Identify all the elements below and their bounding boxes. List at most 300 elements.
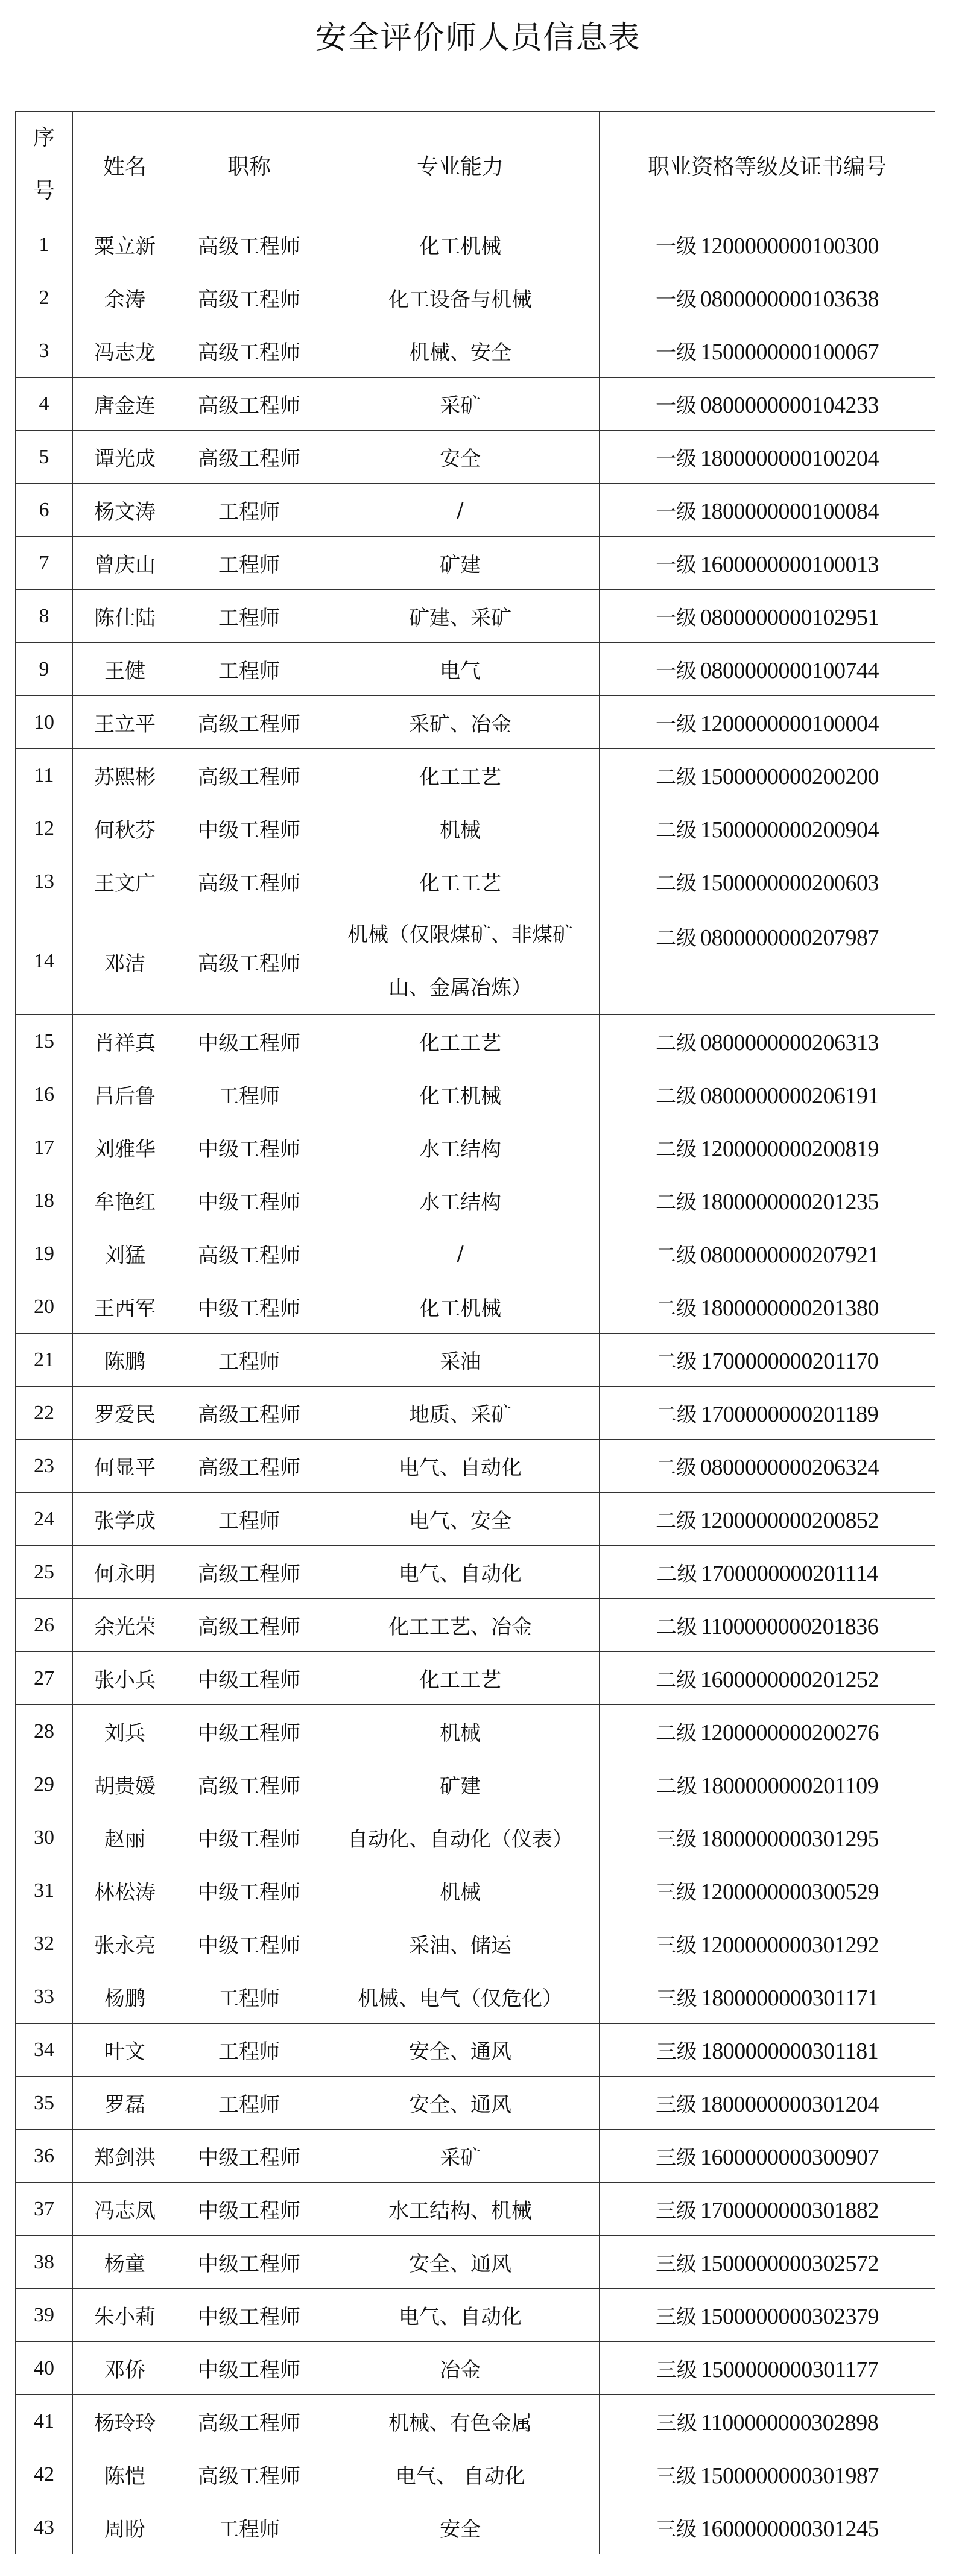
cell-seq: 15 — [16, 1015, 73, 1068]
table-row — [16, 2236, 935, 2289]
cell-title: 工程师 — [177, 1068, 321, 1121]
cell-title: 高级工程师 — [177, 378, 321, 431]
cell-cert — [600, 1280, 935, 1334]
cert-level: 二级 — [656, 1668, 697, 1692]
cert-level: 二级 — [656, 926, 697, 951]
table-row — [16, 1334, 935, 1387]
cell-specialty: 化工工艺 — [321, 1652, 600, 1705]
cert-number: 1500000000200904 — [700, 817, 879, 843]
cert-level: 三级 — [656, 2517, 697, 2542]
cert-number: 1600000000201252 — [700, 1667, 879, 1692]
cell-cert — [600, 2183, 935, 2236]
cell-name: 何永明 — [73, 1546, 177, 1599]
cert-level: 一级 — [656, 288, 697, 312]
cell-title: 中级工程师 — [177, 2342, 321, 2395]
cell-title: 工程师 — [177, 2024, 321, 2077]
cell-cert — [600, 1811, 935, 1864]
cert-number: 0800000000103638 — [700, 286, 879, 312]
cell-title: 中级工程师 — [177, 1864, 321, 1917]
cell-cert — [600, 1121, 935, 1174]
cert-number: 1600000000300907 — [700, 2145, 879, 2170]
table-row — [16, 2024, 935, 2077]
cell-cert — [600, 537, 935, 590]
cert-level: 一级 — [656, 447, 697, 471]
cell-specialty: 机械 — [321, 1864, 600, 1917]
cell-cert — [600, 2395, 935, 2448]
cell-cert — [600, 218, 935, 271]
cert-number: 1700000000201170 — [700, 1349, 879, 1374]
cert-level: 二级 — [656, 1721, 697, 1745]
cert-number: 1200000000200819 — [700, 1136, 879, 1162]
cell-seq: 2 — [16, 271, 73, 324]
cell-seq: 11 — [16, 749, 73, 802]
cell-seq: 4 — [16, 378, 73, 431]
table-row — [16, 1387, 935, 1440]
cert-level: 二级 — [656, 818, 697, 843]
table-row — [16, 1599, 935, 1652]
cell-seq: 42 — [16, 2448, 73, 2501]
cell-title: 中级工程师 — [177, 2183, 321, 2236]
cell-name: 罗爱民 — [73, 1387, 177, 1440]
cell-specialty: 机械、电气（仅危化） — [321, 1970, 600, 2024]
cell-specialty: 地质、采矿 — [321, 1387, 600, 1440]
cell-seq: 32 — [16, 1917, 73, 1970]
cell-cert — [600, 749, 935, 802]
cert-number: 1800000000301171 — [700, 1986, 879, 2011]
cell-name: 赵丽 — [73, 1811, 177, 1864]
cell-seq: 28 — [16, 1705, 73, 1758]
cell-cert — [600, 2236, 935, 2289]
cell-name: 刘猛 — [73, 1227, 177, 1280]
cert-number: 1500000000100067 — [700, 340, 879, 365]
table-header — [16, 112, 935, 218]
cell-cert — [600, 1493, 935, 1546]
cell-seq: 37 — [16, 2183, 73, 2236]
cell-specialty: 电气、自动化 — [321, 2289, 600, 2342]
cell-specialty: 采矿 — [321, 2130, 600, 2183]
cell-cert — [600, 2024, 935, 2077]
table-row — [16, 1493, 935, 1546]
cert-level: 三级 — [656, 2199, 697, 2223]
cell-name: 杨玲玲 — [73, 2395, 177, 2448]
cell-seq: 3 — [16, 324, 73, 378]
cell-name: 王健 — [73, 643, 177, 696]
header-seq-line2: 号 — [33, 179, 55, 203]
cell-title: 工程师 — [177, 2077, 321, 2130]
cert-number: 1200000000200852 — [700, 1508, 879, 1533]
cell-cert — [600, 1546, 935, 1599]
cert-number: 1600000000100013 — [700, 552, 879, 577]
cert-number: 1700000000301882 — [700, 2198, 879, 2223]
cert-number: 0800000000102951 — [700, 605, 879, 630]
cell-seq: 13 — [16, 855, 73, 908]
cell-specialty: 机械、有色金属 — [321, 2395, 600, 2448]
cell-name: 张小兵 — [73, 1652, 177, 1705]
header-row — [16, 112, 935, 218]
cell-seq: 26 — [16, 1599, 73, 1652]
cell-name: 王文广 — [73, 855, 177, 908]
cell-specialty: 化工工艺 — [321, 855, 600, 908]
cell-name: 余光荣 — [73, 1599, 177, 1652]
cell-title: 中级工程师 — [177, 1652, 321, 1705]
cell-cert — [600, 1705, 935, 1758]
cell-seq: 43 — [16, 2501, 73, 2554]
cell-title: 中级工程师 — [177, 1174, 321, 1227]
table-row — [16, 271, 935, 324]
table-row — [16, 908, 935, 1015]
cert-level: 二级 — [656, 1615, 697, 1639]
cell-title: 中级工程师 — [177, 1121, 321, 1174]
cell-name: 吕后鲁 — [73, 1068, 177, 1121]
cert-level: 二级 — [656, 1084, 697, 1109]
cell-specialty: 安全 — [321, 431, 600, 484]
cell-specialty: 矿建、采矿 — [321, 590, 600, 643]
table-row — [16, 696, 935, 749]
cell-seq: 6 — [16, 484, 73, 537]
table-row — [16, 2448, 935, 2501]
cell-seq: 39 — [16, 2289, 73, 2342]
table-row — [16, 1864, 935, 1917]
cert-level: 三级 — [656, 2093, 697, 2117]
cert-number: 1500000000302379 — [700, 2304, 879, 2329]
cert-level: 二级 — [656, 1297, 697, 1321]
cell-seq: 19 — [16, 1227, 73, 1280]
cell-specialty: 安全、通风 — [321, 2236, 600, 2289]
cell-title: 高级工程师 — [177, 908, 321, 1015]
cert-number: 1600000000301245 — [700, 2516, 879, 2542]
cell-name: 余涛 — [73, 271, 177, 324]
cell-cert — [600, 1652, 935, 1705]
cell-seq: 29 — [16, 1758, 73, 1811]
table-row — [16, 2395, 935, 2448]
cell-name: 陈恺 — [73, 2448, 177, 2501]
cert-number: 1500000000200603 — [700, 870, 879, 896]
cell-seq: 16 — [16, 1068, 73, 1121]
cert-level: 三级 — [656, 2252, 697, 2276]
cell-seq: 18 — [16, 1174, 73, 1227]
cell-seq: 33 — [16, 1970, 73, 2024]
cert-level: 一级 — [656, 712, 697, 736]
cell-title: 中级工程师 — [177, 2289, 321, 2342]
personnel-info-table — [15, 111, 935, 2554]
cell-name: 杨文涛 — [73, 484, 177, 537]
cell-name: 谭光成 — [73, 431, 177, 484]
cert-number: 1800000000100084 — [700, 499, 879, 524]
cell-seq: 5 — [16, 431, 73, 484]
cell-title: 高级工程师 — [177, 749, 321, 802]
header-cert: 职业资格等级及证书编号 — [600, 112, 935, 218]
cell-name: 林松涛 — [73, 1864, 177, 1917]
cert-number: 0800000000207987 — [700, 925, 879, 951]
header-specialty: 专业能力 — [321, 112, 600, 218]
cert-number: 1500000000301177 — [700, 2357, 879, 2382]
cell-title: 中级工程师 — [177, 802, 321, 855]
cell-title: 高级工程师 — [177, 431, 321, 484]
cell-cert — [600, 1440, 935, 1493]
table-row — [16, 2183, 935, 2236]
cell-seq: 31 — [16, 1864, 73, 1917]
cell-name: 杨鹏 — [73, 1970, 177, 2024]
cell-title: 高级工程师 — [177, 218, 321, 271]
table-row — [16, 590, 935, 643]
cert-level: 二级 — [656, 1774, 697, 1799]
cell-specialty: / — [321, 484, 600, 537]
cell-specialty: 水工结构 — [321, 1174, 600, 1227]
cell-cert — [600, 1387, 935, 1440]
cell-seq: 35 — [16, 2077, 73, 2130]
cell-name: 曾庆山 — [73, 537, 177, 590]
cert-level: 三级 — [656, 2146, 697, 2170]
cell-seq: 8 — [16, 590, 73, 643]
cert-number: 1700000000201114 — [701, 1561, 878, 1586]
cell-name: 杨童 — [73, 2236, 177, 2289]
cell-specialty: 电气、自动化 — [321, 1546, 600, 1599]
cert-level: 三级 — [656, 1828, 697, 1852]
cell-title: 工程师 — [177, 643, 321, 696]
cell-name: 冯志龙 — [73, 324, 177, 378]
cell-cert — [600, 1917, 935, 1970]
cell-cert — [600, 2289, 935, 2342]
cert-number: 1200000000301292 — [700, 1932, 879, 1958]
table-row — [16, 1546, 935, 1599]
cell-cert — [600, 1970, 935, 2024]
table-row — [16, 2289, 935, 2342]
cell-title: 高级工程师 — [177, 271, 321, 324]
cell-seq: 41 — [16, 2395, 73, 2448]
cell-seq: 12 — [16, 802, 73, 855]
cell-cert — [600, 855, 935, 908]
cell-seq: 27 — [16, 1652, 73, 1705]
header-seq — [16, 112, 73, 218]
cert-level: 二级 — [656, 1403, 697, 1427]
cell-title: 高级工程师 — [177, 1546, 321, 1599]
table-row — [16, 643, 935, 696]
cell-title: 工程师 — [177, 1334, 321, 1387]
cell-specialty: 化工机械 — [321, 218, 600, 271]
cell-seq: 25 — [16, 1546, 73, 1599]
cell-name: 张永亮 — [73, 1917, 177, 1970]
cell-cert — [600, 1227, 935, 1280]
table-row — [16, 2342, 935, 2395]
cert-level: 三级 — [656, 2305, 697, 2329]
cell-title: 高级工程师 — [177, 2395, 321, 2448]
cell-title: 中级工程师 — [177, 1705, 321, 1758]
table-row — [16, 2130, 935, 2183]
cell-cert — [600, 2448, 935, 2501]
cell-seq: 36 — [16, 2130, 73, 2183]
cell-seq: 1 — [16, 218, 73, 271]
cert-level: 三级 — [656, 2411, 697, 2435]
cert-number: 1800000000301181 — [700, 2039, 879, 2064]
cell-title: 工程师 — [177, 2501, 321, 2554]
cert-number: 0800000000206313 — [700, 1030, 879, 1055]
cell-cert — [600, 378, 935, 431]
cell-seq: 30 — [16, 1811, 73, 1864]
cell-name: 粟立新 — [73, 218, 177, 271]
cell-specialty: 安全、通风 — [321, 2024, 600, 2077]
cell-cert — [600, 908, 935, 1015]
cell-name: 牟艳红 — [73, 1174, 177, 1227]
cert-number: 0800000000207921 — [700, 1242, 879, 1268]
cell-specialty: 电气、自动化 — [321, 1440, 600, 1493]
cell-specialty: 化工工艺 — [321, 1015, 600, 1068]
header-name: 姓名 — [73, 112, 177, 218]
specialty-line1: 机械（仅限煤矿、非煤矿 — [347, 923, 573, 947]
table-row — [16, 431, 935, 484]
cell-specialty: 化工机械 — [321, 1280, 600, 1334]
cell-specialty: 安全、通风 — [321, 2077, 600, 2130]
cell-name: 陈仕陆 — [73, 590, 177, 643]
cell-specialty: 电气、 自动化 — [321, 2448, 600, 2501]
cell-title: 中级工程师 — [177, 1917, 321, 1970]
cell-cert — [600, 1015, 935, 1068]
cell-cert — [600, 696, 935, 749]
cert-level: 三级 — [656, 1934, 697, 1958]
table-row — [16, 2501, 935, 2554]
cert-number: 1200000000100300 — [700, 233, 879, 259]
table-body — [16, 218, 935, 2554]
cell-cert — [600, 590, 935, 643]
cell-title: 工程师 — [177, 484, 321, 537]
cell-seq: 22 — [16, 1387, 73, 1440]
cert-level: 二级 — [656, 1509, 697, 1533]
cell-cert — [600, 1758, 935, 1811]
cell-cert — [600, 1864, 935, 1917]
cell-name: 邓侨 — [73, 2342, 177, 2395]
cell-specialty: / — [321, 1227, 600, 1280]
cell-seq: 38 — [16, 2236, 73, 2289]
table-row — [16, 2077, 935, 2130]
table-row — [16, 1121, 935, 1174]
cert-level: 二级 — [656, 765, 697, 790]
cell-title: 工程师 — [177, 537, 321, 590]
cell-name: 王西军 — [73, 1280, 177, 1334]
cert-level: 三级 — [656, 2358, 697, 2382]
cell-seq: 34 — [16, 2024, 73, 2077]
cert-number: 1100000000302898 — [700, 2410, 879, 2435]
cell-title: 高级工程师 — [177, 1440, 321, 1493]
cell-seq: 9 — [16, 643, 73, 696]
cert-level: 二级 — [656, 1562, 698, 1586]
cell-title: 高级工程师 — [177, 2448, 321, 2501]
table-row — [16, 802, 935, 855]
cell-specialty: 冶金 — [321, 2342, 600, 2395]
table-row — [16, 1015, 935, 1068]
cert-number: 1100000000201836 — [700, 1614, 879, 1639]
cert-level: 二级 — [656, 1350, 697, 1374]
cell-seq: 10 — [16, 696, 73, 749]
cert-number: 0800000000104233 — [700, 393, 879, 418]
table-row — [16, 1917, 935, 1970]
cert-number: 1500000000200200 — [700, 764, 879, 790]
cell-specialty: 采油、储运 — [321, 1917, 600, 1970]
cell-name: 朱小莉 — [73, 2289, 177, 2342]
cell-specialty: 矿建 — [321, 537, 600, 590]
cell-name: 何秋芬 — [73, 802, 177, 855]
cert-number: 0800000000206324 — [700, 1455, 879, 1480]
cert-level: 二级 — [656, 1244, 697, 1268]
cell-specialty: 化工设备与机械 — [321, 271, 600, 324]
cell-specialty: 自动化、自动化（仪表） — [321, 1811, 600, 1864]
table-row — [16, 1652, 935, 1705]
cert-number: 1800000000301295 — [700, 1826, 879, 1852]
cert-level: 三级 — [656, 1881, 697, 1905]
table-row — [16, 1227, 935, 1280]
cert-level: 一级 — [656, 553, 697, 577]
table-row — [16, 855, 935, 908]
cert-number: 1200000000100004 — [700, 711, 879, 736]
cell-name: 冯志凤 — [73, 2183, 177, 2236]
header-seq-line1: 序 — [33, 125, 55, 150]
cert-level: 二级 — [656, 1191, 697, 1215]
document-title: 安全评价师人员信息表 — [315, 20, 641, 56]
cert-level: 一级 — [656, 235, 697, 259]
table-row — [16, 1758, 935, 1811]
cell-name: 唐金连 — [73, 378, 177, 431]
cell-specialty: 化工工艺、冶金 — [321, 1599, 600, 1652]
cell-title: 高级工程师 — [177, 324, 321, 378]
cert-number: 1200000000200276 — [700, 1720, 879, 1745]
table-row — [16, 1174, 935, 1227]
cell-seq: 21 — [16, 1334, 73, 1387]
cell-title: 高级工程师 — [177, 1758, 321, 1811]
cell-specialty: 采矿 — [321, 378, 600, 431]
cell-name: 刘雅华 — [73, 1121, 177, 1174]
header-title: 职称 — [177, 112, 321, 218]
cell-title: 中级工程师 — [177, 2236, 321, 2289]
cell-specialty: 化工工艺 — [321, 749, 600, 802]
cell-title: 高级工程师 — [177, 1387, 321, 1440]
table-row — [16, 1068, 935, 1121]
cell-name: 刘兵 — [73, 1705, 177, 1758]
cert-number: 1200000000300529 — [700, 1879, 879, 1905]
cell-title: 高级工程师 — [177, 696, 321, 749]
cell-specialty: 采油 — [321, 1334, 600, 1387]
cell-name: 何显平 — [73, 1440, 177, 1493]
specialty-line2: 山、金属冶炼） — [388, 976, 532, 1000]
table-row — [16, 324, 935, 378]
cert-level: 二级 — [656, 872, 697, 896]
cell-specialty — [321, 908, 600, 1015]
cell-seq: 7 — [16, 537, 73, 590]
cell-seq: 17 — [16, 1121, 73, 1174]
cell-name: 苏熙彬 — [73, 749, 177, 802]
cell-seq: 20 — [16, 1280, 73, 1334]
cell-specialty: 电气、安全 — [321, 1493, 600, 1546]
cert-level: 二级 — [656, 1031, 697, 1055]
cell-specialty: 采矿、冶金 — [321, 696, 600, 749]
table-row — [16, 1440, 935, 1493]
table-row — [16, 218, 935, 271]
cell-cert — [600, 643, 935, 696]
cert-level: 三级 — [656, 1987, 697, 2011]
table-row — [16, 1280, 935, 1334]
table-row — [16, 537, 935, 590]
cell-cert — [600, 2077, 935, 2130]
cell-cert — [600, 431, 935, 484]
cert-number: 1800000000201109 — [700, 1773, 879, 1799]
cell-cert — [600, 271, 935, 324]
cell-specialty: 化工机械 — [321, 1068, 600, 1121]
cert-number: 1800000000201380 — [700, 1296, 879, 1321]
table-row — [16, 749, 935, 802]
cell-title: 中级工程师 — [177, 1280, 321, 1334]
cell-specialty: 机械 — [321, 1705, 600, 1758]
cert-number: 0800000000206191 — [700, 1083, 879, 1109]
cell-specialty: 水工结构 — [321, 1121, 600, 1174]
cell-name: 罗磊 — [73, 2077, 177, 2130]
cell-title: 高级工程师 — [177, 1227, 321, 1280]
